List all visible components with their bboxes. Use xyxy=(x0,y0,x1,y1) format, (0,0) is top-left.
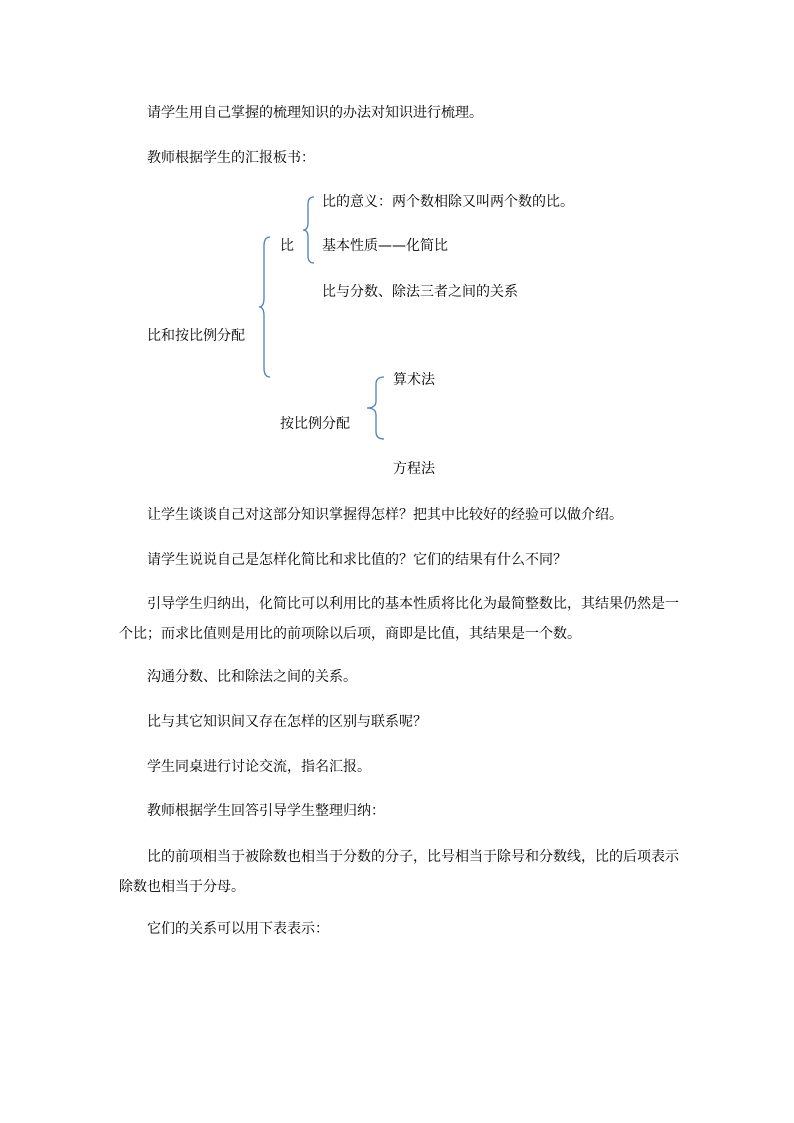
dist-item-equation: 方程法 xyxy=(393,461,435,477)
intro-line-1: 请学生用自己掌握的梳理知识的办法对知识进行梳理。 xyxy=(147,105,483,121)
dist-item-arithmetic: 算术法 xyxy=(393,372,435,388)
paragraph-5: 比与其它知识间又存在怎样的区别与联系呢？ xyxy=(147,714,427,730)
ratio-brace xyxy=(302,196,316,264)
ratio-item-relation: 比与分数、除法三者之间的关系 xyxy=(322,284,518,300)
paragraph-6: 学生同桌进行讨论交流，指名汇报。 xyxy=(147,759,371,775)
branch-distribution: 按比例分配 xyxy=(280,416,350,432)
paragraph-4: 沟通分数、比和除法之间的关系。 xyxy=(147,669,357,685)
paragraph-7: 教师根据学生回答引导学生整理归纳： xyxy=(147,803,385,819)
branch-ratio: 比 xyxy=(280,238,294,254)
diagram-root: 比和按比例分配 xyxy=(147,328,245,344)
distribution-brace xyxy=(366,376,386,440)
ratio-item-property: 基本性质——化简比 xyxy=(322,238,448,254)
paragraph-3: 引导学生归纳出，化简比可以利用比的基本性质将比化为最简整数比，其结果仍然是一个比；而求比值则是用比的前项除以后项，商即是比值，其结果是一个数。 xyxy=(119,596,679,642)
paragraph-8: 比的前项相当于被除数也相当于分数的分子，比号相当于除号和分数线，比的后项表示除数也相当于分母。 xyxy=(119,849,679,895)
paragraph-9: 它们的关系可以用下表表示： xyxy=(147,921,329,937)
root-brace xyxy=(258,236,272,378)
paragraph-2: 请学生说说自己是怎样化简比和求比值的？它们的结果有什么不同？ xyxy=(147,552,567,568)
ratio-item-meaning: 比的意义：两个数相除又叫两个数的比。 xyxy=(322,194,574,210)
intro-line-2: 教师根据学生的汇报板书： xyxy=(147,150,315,166)
paragraph-1: 让学生谈谈自己对这部分知识掌握得怎样？把其中比较好的经验可以做介绍。 xyxy=(147,507,623,523)
